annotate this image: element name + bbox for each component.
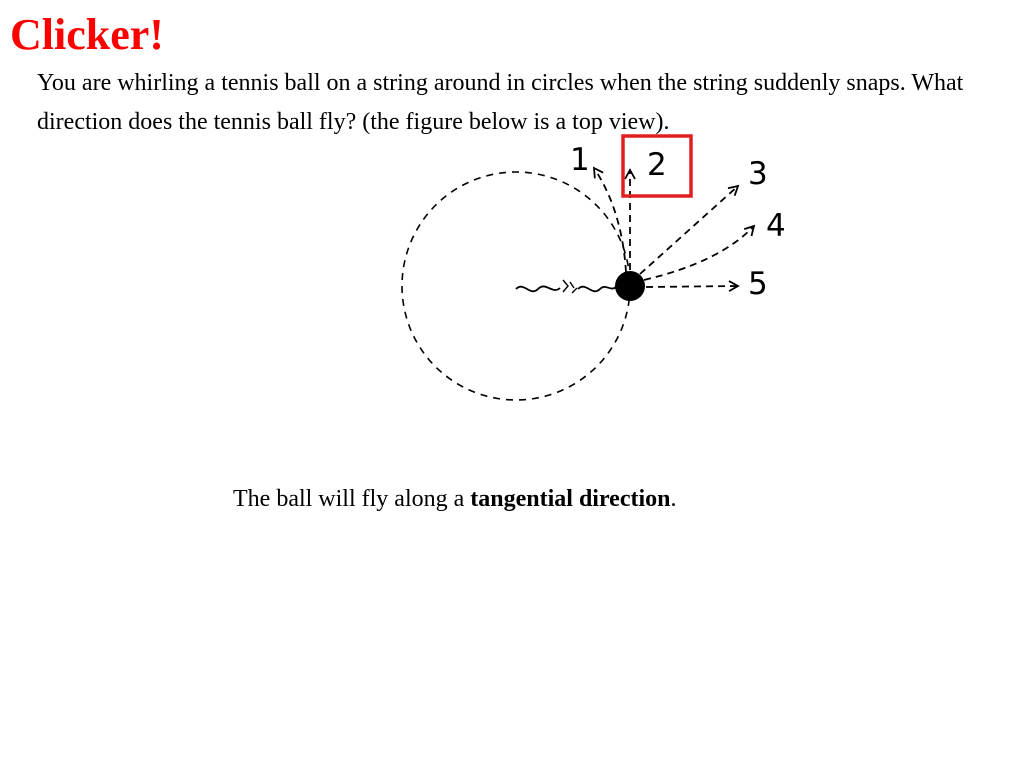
option-label-1: 1 — [570, 142, 590, 178]
question-text: You are whirling a tennis ball on a string around in circles when the string suddenly snaps. What direction does the tennis ball fly? (the figure below is a top view). — [37, 70, 964, 135]
option-label-3: 3 — [748, 156, 768, 192]
option-label-2: 2 — [647, 147, 667, 183]
answer-emphasis: tangential direction — [470, 486, 671, 512]
trajectory-arrow-4 — [644, 226, 754, 280]
broken-string-end — [578, 287, 616, 292]
trajectory-arrow-5 — [646, 286, 738, 287]
tennis-ball — [615, 271, 645, 301]
correct-answer-highlight — [623, 136, 691, 196]
broken-string — [516, 286, 560, 291]
circular-path — [402, 172, 630, 400]
answer-prefix: The ball will fly along a — [233, 486, 471, 512]
trajectory-arrow-1 — [594, 168, 626, 272]
broken-string-snap — [563, 280, 577, 293]
option-label-5: 5 — [748, 266, 768, 302]
answer-text — [233, 482, 677, 516]
answer-suffix: . — [670, 486, 677, 512]
trajectory-arrow-3 — [640, 186, 738, 274]
slide-title: Clicker! — [10, 10, 164, 59]
option-label-4: 4 — [766, 208, 786, 244]
